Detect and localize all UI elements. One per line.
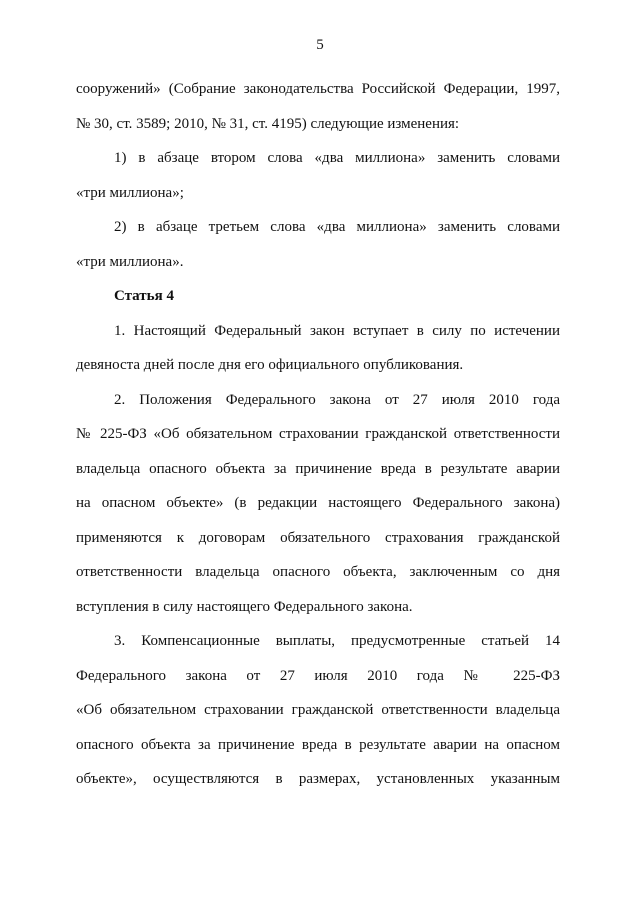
- text-line: применяются к договорам обязательного страхования гражданской: [76, 529, 560, 546]
- text-line: объекте», осуществляются в размерах, установленных указанным: [76, 771, 560, 787]
- text-line: 2) в абзаце третьем слова «два миллиона» заменить словами: [114, 219, 560, 235]
- page-number: 5: [316, 37, 324, 53]
- text-line: «Об обязательном страховании гражданской ответственности владельца: [76, 702, 560, 718]
- text-line: опасного объекта за причинение вреда в результате аварии на опасном: [76, 736, 560, 753]
- text-line: вступления в силу настоящего Федерального закона.: [76, 598, 413, 615]
- text-line: владельца опасного объекта за причинение вреда в результате аварии: [76, 460, 560, 477]
- text-line: «три миллиона».: [76, 253, 184, 270]
- text-line: ответственности владельца опасного объекта, заключенным со дня: [76, 564, 560, 580]
- text-line: 2. Положения Федерального закона от 27 июля 2010 года: [114, 391, 560, 408]
- text-line: 1. Настоящий Федеральный закон вступает в силу по истечении: [114, 322, 560, 339]
- text-line: «три миллиона»;: [76, 184, 184, 201]
- document-body: [76, 72, 560, 797]
- text-line: на опасном объекте» (в редакции настоящего Федерального закона): [76, 495, 560, 511]
- text-line: сооружений» (Собрание законодательства Российской Федерации, 1997,: [76, 81, 560, 97]
- text-line: 3. Компенсационные выплаты, предусмотренные статьей 14: [114, 633, 560, 649]
- text-line: Федерального закона от 27 июля 2010 года № 225-ФЗ: [76, 667, 560, 684]
- text-line: девяноста дней после дня его официального опубликования.: [76, 357, 464, 373]
- text-line: № 225-ФЗ «Об обязательном страховании гражданской ответственности: [76, 426, 560, 442]
- text-line: 1) в абзаце втором слова «два миллиона» заменить словами: [114, 150, 560, 166]
- article-heading: Статья 4: [114, 288, 174, 304]
- text-line: № 30, ст. 3589; 2010, № 31, ст. 4195) следующие изменения:: [76, 115, 460, 132]
